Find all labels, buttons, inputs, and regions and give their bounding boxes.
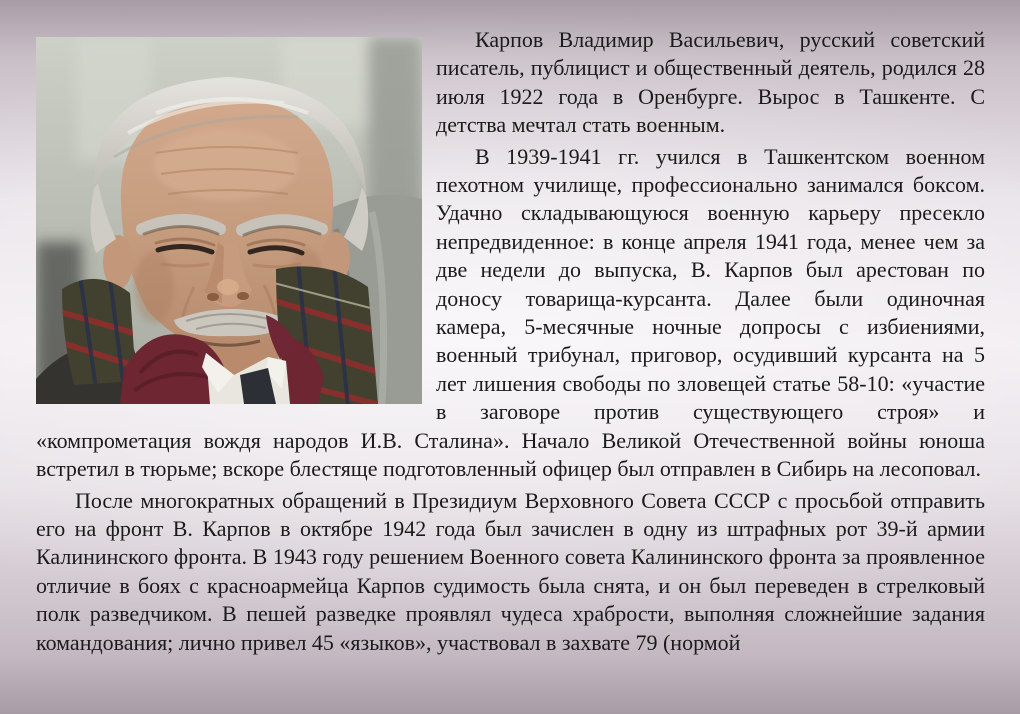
portrait-photo bbox=[36, 37, 422, 404]
paragraph-penal-company-scout: После многократных обращений в Президиум Верховного Совета СССР с просьбой отправить его на фронт В. Карпов в октябре 1942 года был зачислен в одну из штрафных рот 39-й армии Калининского фронта. В 1943 году решением Военного совета Калининского фронта за проявленное отличие в боях с красноармейца Карпов судимость была снята, и он был переведен в стрелковый полк разведчиком. В пешей разведке проявлял чудеса храбрости, выполняя сложнейшие задания командования; лично привел 45 «языков», участвовал в захвате 79 (нормой bbox=[36, 487, 985, 655]
paragraph-bio-intro: Карпов Владимир Васильевич, русский советский писатель, публицист и общественный деятель, родился 28 июля 1922 года в Оренбурге. Вырос в Ташкенте. С детства мечтал стать военным. bbox=[436, 27, 985, 138]
portrait-illustration bbox=[36, 37, 422, 404]
paragraph-military-school-arrest: В 1939-1941 гг. учился в Ташкентском военном пехотном училище, профессионально занимался боксом. Удачно складывающуюся военную карьеру пресекло непредвиденное: в конце апреля 1941 года, менее чем за две недели до выпуска, В. Карпов был арестован по доносу товарища-курсанта. Далее были одиночная камера, 5-месячные ночные допросы с избиениями, военный трибунал, приговор, осудивший курсанта на 5 лет лишения свободы по зловещей статье 58-10: «участие в заговоре против существующего строя» и «компрометация вождя народов И.В. Сталина». Начало Великой Отечественной войны юноша встретил в тюрьме; вскоре блестяще подготовленный офицер был отправлен в Сибирь на лесоповал. bbox=[36, 143, 985, 482]
